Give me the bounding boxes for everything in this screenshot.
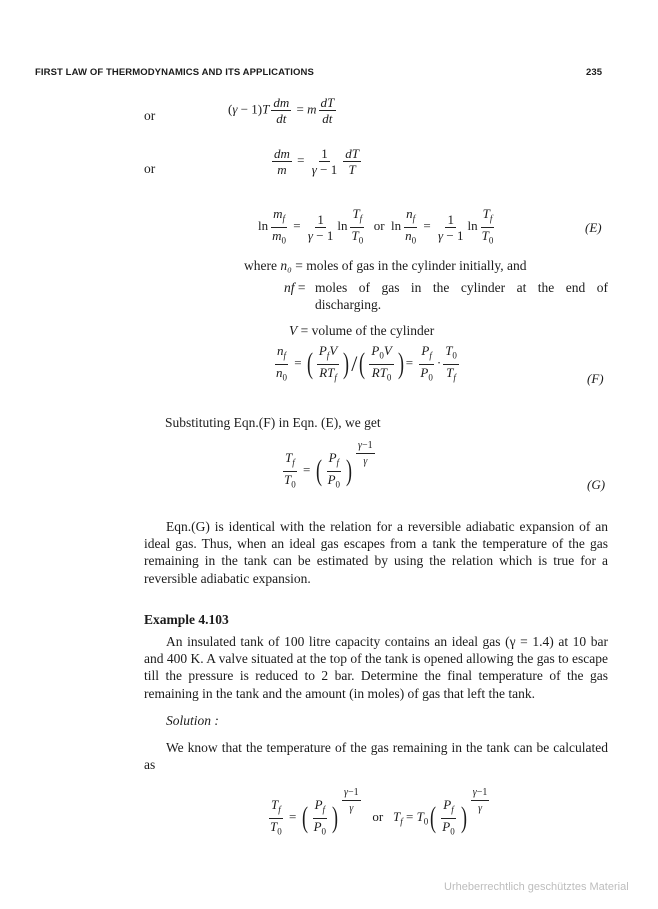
or-label-2: or: [144, 161, 156, 176]
page-number: 235: [586, 67, 603, 78]
def-text-nf: moles of gas in the cylinder at the end of discharging.: [315, 280, 608, 313]
or-label-1: or: [144, 108, 156, 123]
final-or: or: [372, 809, 384, 825]
equation-dm-dt: (γ − 1)T $\frac{dm}{dt}$ = m $\frac{dT}{dt}$: [228, 95, 335, 126]
eq-F-label: (F): [587, 371, 604, 386]
equation-dm-m: $\frac{dm}{m}$ = $\frac{1}{\gamma - 1}$ $\frac{dT}{T}$: [274, 146, 359, 177]
definition-V: V = volume of the cylinder: [289, 323, 435, 338]
equation-G: $\frac{T_f}{T_0}$ = ( $\frac{P_f}{P_0}$ ) $\frac{\gamma-1}{\gamma}$: [284, 440, 373, 490]
conclusion-paragraph: Eqn.(G) is identical with the relation for a reversible adiabatic expansion of an ideal gas. Thus, when an ideal gas escapes from a tank the temperature of the gas remaining in the tank can be estimated by using the relation which is true for a reversible adiabatic expansion.: [144, 519, 608, 586]
def-symbol-nf: nf =: [284, 280, 306, 295]
example-problem: An insulated tank of 100 litre capacity contains an ideal gas (γ = 1.4) at 10 bar and 400 K. A valve situated at the top of the tank is opened allowing the gas to escape till the pressure is reduced to 2 bar. Determine the final temperature of the gas remaining in the tank and the amount (in moles) of gas that left the tank.: [144, 634, 608, 701]
eq-G-label: (G): [587, 477, 606, 492]
eq-E-label: (E): [585, 220, 602, 235]
running-title: FIRST LAW OF THERMODYNAMICS AND ITS APPLICATIONS: [35, 67, 314, 78]
definition-n0: where n₀ = moles of gas in the cylinder initially, and: [244, 258, 527, 273]
eq-E-or: or: [373, 218, 385, 234]
example-title: Example 4.103: [144, 612, 229, 627]
solution-label: Solution :: [166, 713, 219, 728]
copyright-watermark: Urheberrechtlich geschütztes Material: [444, 881, 629, 893]
solution-text: We know that the temperature of the gas remaining in the tank can be calculated as: [144, 740, 608, 773]
where-label: where: [244, 258, 277, 273]
substitution-text: Substituting Eqn.(F) in Eqn. (E), we get: [165, 415, 381, 430]
equation-E: ln $\frac{m_f}{m_0}$ = $\frac{1}{\gamma - 1}$ ln $\frac{T_f}{T_0}$ or ln $\frac{n_f}{n_0}$ = $\frac{1}{\gamma - 1}$ ln $\frac{T_f}{T_0}$: [258, 206, 494, 246]
def-symbol-n0: n₀: [280, 258, 292, 273]
equation-F: $\frac{n_f}{n_0}$ = ( $\frac{P_fV}{RT_f}$ )/( $\frac{P_0V}{RT_0}$ ) = $\frac{P_f}{P_0}$ · $\frac{T_0}{T_f}$: [276, 343, 457, 383]
equation-final: $\frac{T_f}{T_0}$ = ( $\frac{P_f}{P_0}$ ) $\frac{\gamma-1}{\gamma}$ or $T_f = T_0$( $\frac{P_f}{P_0}$ ) $\frac{\gamma-1}{\gamma}$: [270, 787, 488, 837]
def-text-n0: moles of gas in the cylinder initially, and: [306, 258, 527, 273]
